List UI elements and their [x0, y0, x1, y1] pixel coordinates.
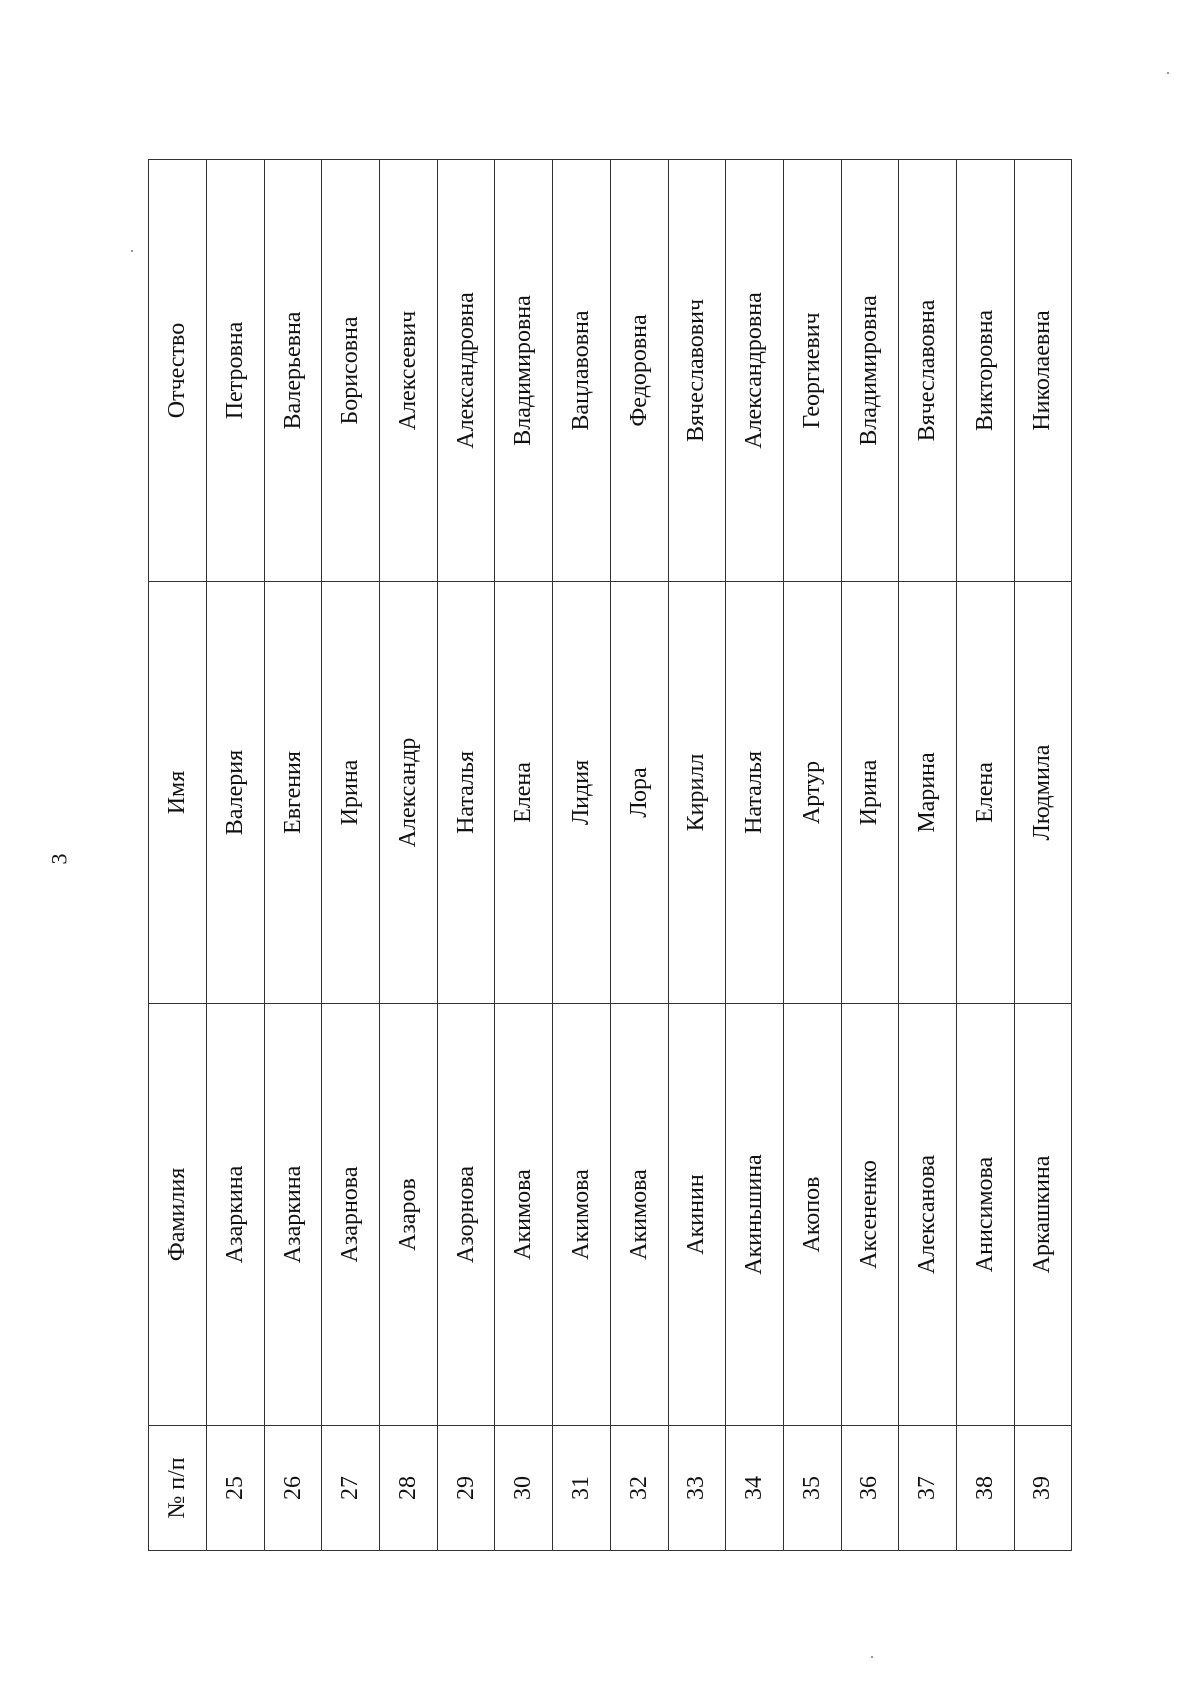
cell-surname: Азаркина — [207, 1004, 265, 1426]
cell-patronymic: Александровна — [726, 160, 784, 582]
cell-surname: Азаров — [380, 1004, 438, 1426]
table-row — [437, 160, 495, 1551]
cell-first-name: Наталья — [726, 582, 784, 1004]
cell-number: 30 — [495, 1426, 553, 1551]
cell-surname: Акопов — [783, 1004, 841, 1426]
table-row — [783, 160, 841, 1551]
table-row — [1014, 160, 1072, 1551]
cell-patronymic: Александровна — [437, 160, 495, 582]
cell-surname: Анисимова — [956, 1004, 1014, 1426]
cell-first-name: Александр — [380, 582, 438, 1004]
cell-surname: Акимова — [553, 1004, 611, 1426]
cell-first-name: Людмила — [1014, 582, 1072, 1004]
cell-surname: Акимова — [610, 1004, 668, 1426]
cell-number: 25 — [207, 1426, 265, 1551]
table-row — [207, 160, 265, 1551]
cell-first-name: Ирина — [322, 582, 380, 1004]
table-row — [380, 160, 438, 1551]
cell-patronymic: Владимировна — [841, 160, 899, 582]
page-number: 3 — [46, 853, 72, 865]
scan-speck — [871, 1656, 873, 1658]
cell-first-name: Ирина — [841, 582, 899, 1004]
table-body — [207, 160, 1072, 1551]
cell-first-name: Евгения — [264, 582, 322, 1004]
cell-surname: Азорнова — [437, 1004, 495, 1426]
cell-patronymic: Вячеславович — [668, 160, 726, 582]
cell-number: 32 — [610, 1426, 668, 1551]
cell-patronymic: Валерьевна — [264, 160, 322, 582]
table-row — [841, 160, 899, 1551]
cell-surname: Азарнова — [322, 1004, 380, 1426]
cell-number: 28 — [380, 1426, 438, 1551]
table-header-row — [149, 160, 207, 1551]
cell-number: 29 — [437, 1426, 495, 1551]
scan-speck — [1167, 72, 1169, 74]
cell-patronymic: Владимировна — [495, 160, 553, 582]
table-row — [668, 160, 726, 1551]
header-patronymic: Отчество — [149, 160, 207, 582]
cell-patronymic: Федоровна — [610, 160, 668, 582]
cell-patronymic: Борисовна — [322, 160, 380, 582]
header-first-name: Имя — [149, 582, 207, 1004]
cell-surname: Акиньшина — [726, 1004, 784, 1426]
cell-number: 39 — [1014, 1426, 1072, 1551]
cell-patronymic: Петровна — [207, 160, 265, 582]
cell-patronymic: Вацлавовна — [553, 160, 611, 582]
cell-first-name: Лидия — [553, 582, 611, 1004]
cell-first-name: Наталья — [437, 582, 495, 1004]
cell-number: 34 — [726, 1426, 784, 1551]
cell-first-name: Елена — [495, 582, 553, 1004]
table-container — [148, 160, 1072, 1551]
table-row — [899, 160, 957, 1551]
cell-patronymic: Викторовна — [956, 160, 1014, 582]
cell-surname: Аксененко — [841, 1004, 899, 1426]
cell-surname: Азаркина — [264, 1004, 322, 1426]
cell-patronymic: Николаевна — [1014, 160, 1072, 582]
cell-first-name: Артур — [783, 582, 841, 1004]
table-row — [956, 160, 1014, 1551]
table-row — [264, 160, 322, 1551]
table-row — [322, 160, 380, 1551]
cell-surname: Акимова — [495, 1004, 553, 1426]
table-row — [610, 160, 668, 1551]
cell-first-name: Лора — [610, 582, 668, 1004]
header-surname: Фамилия — [149, 1004, 207, 1426]
cell-surname: Алексанова — [899, 1004, 957, 1426]
cell-patronymic: Вячеславовна — [899, 160, 957, 582]
cell-first-name: Кирилл — [668, 582, 726, 1004]
cell-first-name: Валерия — [207, 582, 265, 1004]
scan-speck — [131, 250, 133, 252]
cell-patronymic: Алексеевич — [380, 160, 438, 582]
cell-first-name: Елена — [956, 582, 1014, 1004]
cell-number: 33 — [668, 1426, 726, 1551]
people-table — [148, 159, 1072, 1551]
cell-number: 31 — [553, 1426, 611, 1551]
table-row — [495, 160, 553, 1551]
cell-number: 26 — [264, 1426, 322, 1551]
cell-first-name: Марина — [899, 582, 957, 1004]
cell-number: 27 — [322, 1426, 380, 1551]
cell-number: 36 — [841, 1426, 899, 1551]
header-number: № п/п — [149, 1426, 207, 1551]
cell-number: 37 — [899, 1426, 957, 1551]
table-row — [726, 160, 784, 1551]
rotated-table-frame — [148, 160, 1072, 1551]
cell-surname: Аркашкина — [1014, 1004, 1072, 1426]
cell-number: 38 — [956, 1426, 1014, 1551]
table-row — [553, 160, 611, 1551]
cell-number: 35 — [783, 1426, 841, 1551]
cell-surname: Акинин — [668, 1004, 726, 1426]
cell-patronymic: Георгиевич — [783, 160, 841, 582]
